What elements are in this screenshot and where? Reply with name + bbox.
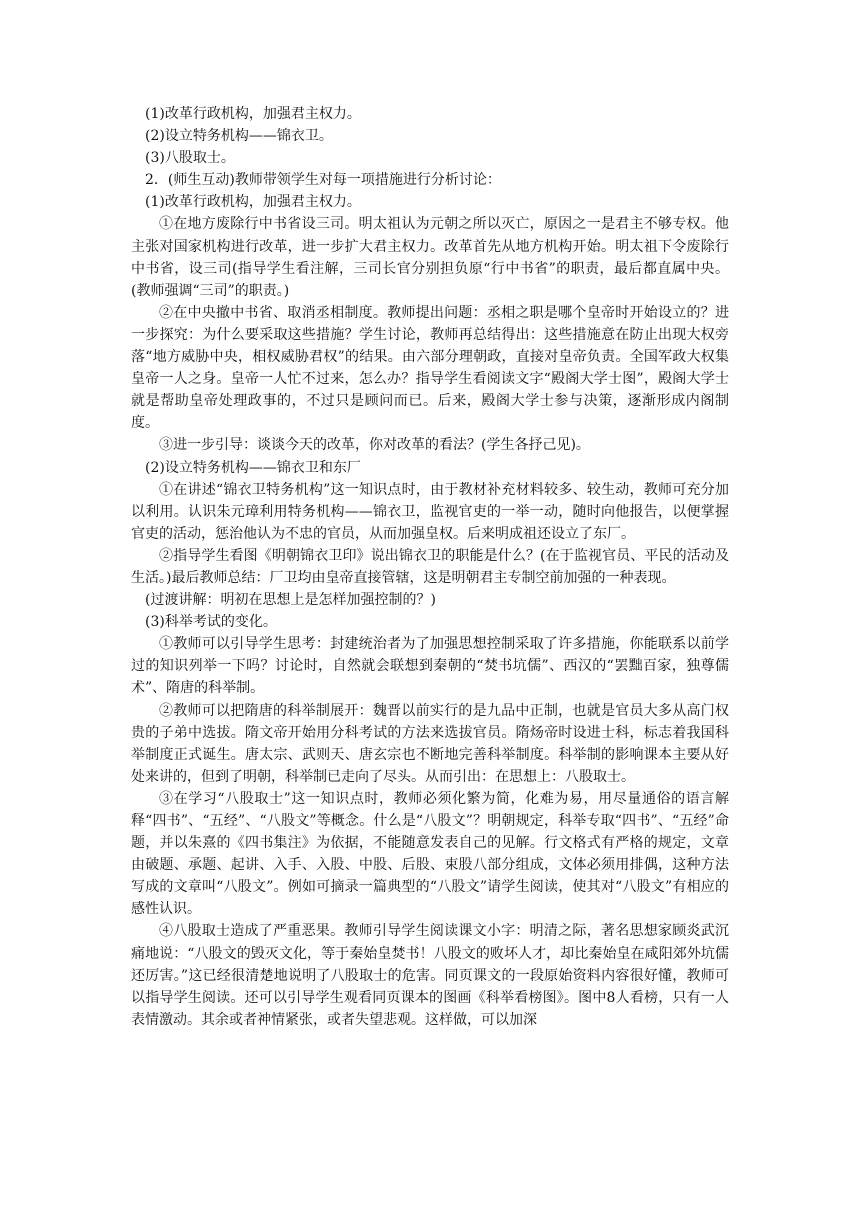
paragraph: ③在学习“八股取士”这一知识点时，教师必须化繁为简，化难为易，用尽量通俗的语言解释“四书”、“五经”、“八股文”等概念。什么是“八股文”？明朝规定，科举专取“四书”、“五经”命题，并以朱熹的《四书集注》为依据，不能随意发表自己的见解。行文格式有严格的规定，文章由破题、承题、起讲、入手、入股、中股、后股、束股八部分组成，文体必须用排偶，这种方法写成的文章叫“八股文”。例如可摘录一篇典型的“八股文”请学生阅读，使其对“八股文”有相应的感性认识。 xyxy=(131,790,729,918)
paragraph: ①在讲述“锦衣卫特务机构”这一知识点时，由于教材补充材料较多、较生动，教师可充分加以利用。认识朱元璋利用特务机构——锦衣卫，监视官吏的一举一动，随时向他报告，以便掌握官吏的活动，惩治他认为不忠的官员，从而加强皇权。后来明成祖还设立了东厂。 xyxy=(131,481,729,542)
paragraph: ④八股取士造成了严重恶果。教师引导学生阅读课文小字：明清之际，著名思想家顾炎武沉痛地说：“八股文的毁灭文化，等于秦始皇焚书！八股文的败坏人才，却比秦始皇在咸阳郊外坑儒还厉害。”这已经很清楚地说明了八股取士的危害。同页课文的一段原始资料内容很好懂，教师可以指导学生阅读。还可以引导学生观看同页课本的图画《科举看榜图》。图中8人看榜，只有一人表情激动。其余或者神情紧张，或者失望悲观。这样做，可以加深 xyxy=(131,923,729,1028)
paragraph: ①教师可以引导学生思考：封建统治者为了加强思想控制采取了许多措施，你能联系以前学过的知识列举一下吗？讨论时，自然就会联想到秦朝的“焚书坑儒”、西汉的“罢黜百家，独尊儒术”、隋唐的科举制。 xyxy=(131,636,729,697)
paragraph: (3)科举考试的变化。 xyxy=(145,614,277,631)
paragraph: (3)八股取士。 xyxy=(145,150,235,167)
paragraph: (1)改革行政机构，加强君主权力。 xyxy=(145,194,361,211)
paragraph: ②指导学生看图《明朝锦衣卫印》说出锦衣卫的职能是什么？(在于监视官员、平民的活动及生活。)最后教师总结：厂卫均由皇帝直接管辖，这是明朝君主专制空前加强的一种表现。 xyxy=(131,547,729,586)
paragraph: 2．(师生互动)教师带领学生对每一项措施进行分析讨论： xyxy=(145,172,501,189)
document-page xyxy=(131,103,729,1031)
paragraph: ②教师可以把隋唐的科举制展开：魏晋以前实行的是九品中正制，也就是官员大多从高门权贵的子弟中选拔。隋文帝开始用分科考试的方法来选拔官员。隋炀帝时设进士科，标志着我国科举制度正式诞生。唐太宗、武则天、唐玄宗也不断地完善科举制度。科举制的影响课本主要从好处来讲的，但到了明朝，科举制已走向了尽头。从而引出：在思想上：八股取士。 xyxy=(131,702,729,785)
paragraph: (1)改革行政机构，加强君主权力。 xyxy=(145,106,361,122)
paragraph: (过渡讲解：明初在思想上是怎样加强控制的？) xyxy=(145,592,436,609)
paragraph: (2)设立特务机构——锦衣卫和东厂 xyxy=(145,459,361,476)
paragraph: ③进一步引导：谈谈今天的改革，你对改革的看法？(学生各抒己见)。 xyxy=(159,437,590,454)
paragraph: (2)设立特务机构——锦衣卫。 xyxy=(145,128,333,145)
paragraph: ①在地方废除行中书省设三司。明太祖认为元朝之所以灭亡，原因之一是君主不够专权。他主张对国家机构进行改革，进一步扩大君主权力。改革首先从地方机构开始。明太祖下令废除行中书省，设三司(指导学生看注解，三司长官分别担负原“行中书省”的职责，最后都直属中央。(教师强调“三司”的职责。) xyxy=(131,216,729,299)
paragraph: ②在中央撤中书省、取消丞相制度。教师提出问题：丞相之职是哪个皇帝时开始设立的？进一步探究：为什么要采取这些措施？学生讨论，教师再总结得出：这些措施意在防止出现大权旁落“地方威胁中央，相权威胁君权”的结果。由六部分理朝政，直接对皇帝负责。全国军政大权集皇帝一人之身。皇帝一人忙不过来，怎么办？指导学生看阅读文字“殿阁大学士图”，殿阁大学士就是帮助皇帝处理政事的，不过只是顾问而已。后来，殿阁大学士参与决策，逐渐形成内阁制度。 xyxy=(131,304,729,432)
